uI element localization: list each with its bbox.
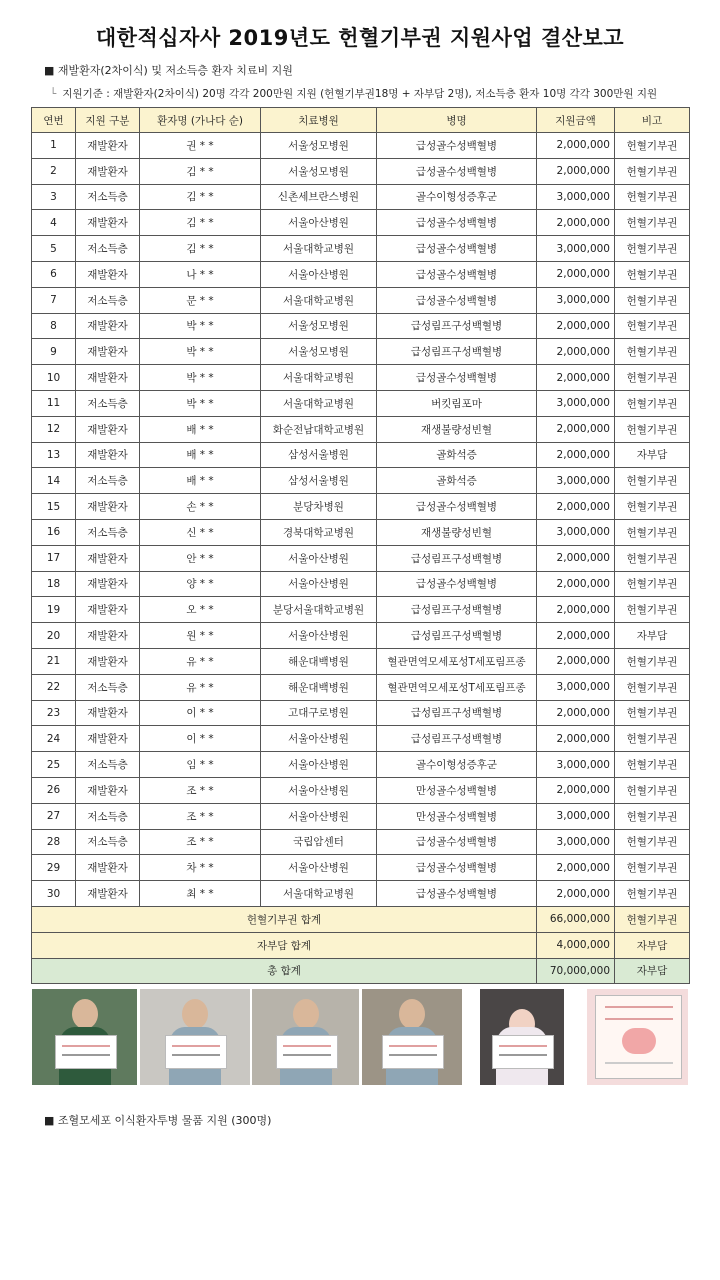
cell-serial: 17: [32, 545, 76, 571]
cell-hospital: 서울아산병원: [261, 777, 377, 803]
cell-serial: 14: [32, 468, 76, 494]
cell-amount: 2,000,000: [537, 700, 615, 726]
cell-serial: 24: [32, 726, 76, 752]
cell-note: 헌혈기부권: [615, 468, 690, 494]
cell-patient-name: 오 * *: [140, 597, 261, 623]
cell-serial: 30: [32, 881, 76, 907]
cell-disease: 급성림프구성백혈병: [377, 623, 537, 649]
cell-hospital: 서울대학교병원: [261, 881, 377, 907]
cell-patient-name: 박 * *: [140, 313, 261, 339]
cell-serial: 2: [32, 158, 76, 184]
table-row: [32, 313, 690, 339]
cell-serial: 4: [32, 210, 76, 236]
cell-serial: 19: [32, 597, 76, 623]
cell-serial: 1: [32, 133, 76, 159]
cell-disease: 만성골수성백혈병: [377, 777, 537, 803]
cell-hospital: 서울아산병원: [261, 545, 377, 571]
summary-amount: 70,000,000: [537, 958, 615, 984]
cell-serial: 29: [32, 855, 76, 881]
cell-amount: 2,000,000: [537, 494, 615, 520]
cell-note: 헌혈기부권: [615, 416, 690, 442]
cell-note: 헌혈기부권: [615, 597, 690, 623]
cell-category: 재발환자: [76, 777, 140, 803]
table-row: [32, 726, 690, 752]
cell-disease: 급성골수성백혈병: [377, 571, 537, 597]
table-row: [32, 881, 690, 907]
summary-amount: 66,000,000: [537, 906, 615, 932]
cell-amount: 2,000,000: [537, 261, 615, 287]
cell-patient-name: 김 * *: [140, 210, 261, 236]
summary-row: [32, 932, 690, 958]
cell-serial: 3: [32, 184, 76, 210]
criteria-bullet: └: [50, 88, 57, 100]
table-row: [32, 365, 690, 391]
cell-disease: 급성골수성백혈병: [377, 287, 537, 313]
cell-amount: 3,000,000: [537, 236, 615, 262]
table-header-row: [32, 108, 690, 133]
cell-serial: 28: [32, 829, 76, 855]
cell-serial: 26: [32, 777, 76, 803]
cell-category: 재발환자: [76, 210, 140, 236]
header-serial: 연번: [32, 108, 76, 133]
cell-amount: 2,000,000: [537, 881, 615, 907]
cell-patient-name: 원 * *: [140, 623, 261, 649]
summary-label: 헌혈기부권 합계: [32, 906, 537, 932]
cell-note: 헌혈기부권: [615, 519, 690, 545]
cell-patient-name: 최 * *: [140, 881, 261, 907]
summary-label: 총 합계: [32, 958, 537, 984]
table-row: [32, 674, 690, 700]
cell-amount: 3,000,000: [537, 752, 615, 778]
table-row: [32, 752, 690, 778]
cell-hospital: 분당서울대학교병원: [261, 597, 377, 623]
cell-serial: 10: [32, 365, 76, 391]
cell-note: 헌혈기부권: [615, 339, 690, 365]
cell-amount: 2,000,000: [537, 726, 615, 752]
cell-amount: 2,000,000: [537, 648, 615, 674]
cell-serial: 7: [32, 287, 76, 313]
cell-note: 헌혈기부권: [615, 133, 690, 159]
cell-amount: 2,000,000: [537, 210, 615, 236]
table-row: [32, 829, 690, 855]
cell-note: 헌혈기부권: [615, 674, 690, 700]
cell-category: 재발환자: [76, 855, 140, 881]
summary-amount: 4,000,000: [537, 932, 615, 958]
cell-note: 헌혈기부권: [615, 390, 690, 416]
cell-amount: 2,000,000: [537, 777, 615, 803]
header-patient-name: 환자명 (가나다 순): [140, 108, 261, 133]
cell-category: 재발환자: [76, 442, 140, 468]
table-row: [32, 545, 690, 571]
cell-amount: 2,000,000: [537, 133, 615, 159]
cell-amount: 2,000,000: [537, 855, 615, 881]
cell-serial: 6: [32, 261, 76, 287]
cell-disease: 재생불량성빈혈: [377, 416, 537, 442]
cell-amount: 2,000,000: [537, 545, 615, 571]
cell-serial: 22: [32, 674, 76, 700]
cell-category: 재발환자: [76, 700, 140, 726]
cell-note: 헌혈기부권: [615, 700, 690, 726]
cell-category: 재발환자: [76, 365, 140, 391]
table-row: [32, 777, 690, 803]
cell-patient-name: 차 * *: [140, 855, 261, 881]
cell-note: 헌혈기부권: [615, 261, 690, 287]
header-hospital: 치료병원: [261, 108, 377, 133]
photo-man-certificate: [362, 989, 462, 1085]
criteria-text: 지원기준 : 재발환자(2차이식) 20명 각각 200만원 지원 (헌혈기부권18명 + 자부담 2명), 저소득층 환자 10명 각각 300만원 지원: [62, 88, 658, 100]
photo-man-hospital-bed: [140, 989, 250, 1085]
cell-patient-name: 김 * *: [140, 184, 261, 210]
cell-note: 헌혈기부권: [615, 752, 690, 778]
summary-label: 자부담 합계: [32, 932, 537, 958]
cell-note: 헌혈기부권: [615, 829, 690, 855]
cell-hospital: 서울대학교병원: [261, 236, 377, 262]
cell-disease: 급성골수성백혈병: [377, 881, 537, 907]
cell-patient-name: 조 * *: [140, 803, 261, 829]
summary-row: [32, 958, 690, 984]
section-heading-treatment: ■ 재발환자(2차이식) 및 저소득층 환자 치료비 지원: [44, 64, 293, 77]
summary-note: 헌혈기부권: [615, 906, 690, 932]
cell-disease: 급성골수성백혈병: [377, 494, 537, 520]
cell-hospital: 서울성모병원: [261, 339, 377, 365]
cell-note: 헌혈기부권: [615, 648, 690, 674]
cell-disease: 골화석증: [377, 468, 537, 494]
table-row: [32, 648, 690, 674]
cell-patient-name: 박 * *: [140, 339, 261, 365]
cell-note: 헌혈기부권: [615, 236, 690, 262]
summary-row: [32, 906, 690, 932]
table-row: [32, 855, 690, 881]
cell-category: 재발환자: [76, 623, 140, 649]
cell-amount: 3,000,000: [537, 829, 615, 855]
cell-disease: 급성림프구성백혈병: [377, 597, 537, 623]
cell-hospital: 서울대학교병원: [261, 390, 377, 416]
cell-hospital: 고대구로병원: [261, 700, 377, 726]
header-category: 지원 구분: [76, 108, 140, 133]
cell-serial: 20: [32, 623, 76, 649]
cell-disease: 골수이형성증후군: [377, 184, 537, 210]
cell-disease: 급성림프구성백혈병: [377, 700, 537, 726]
cell-note: 헌혈기부권: [615, 571, 690, 597]
cell-serial: 9: [32, 339, 76, 365]
cell-serial: 15: [32, 494, 76, 520]
cell-amount: 3,000,000: [537, 468, 615, 494]
cell-patient-name: 배 * *: [140, 442, 261, 468]
cell-category: 저소득층: [76, 287, 140, 313]
cell-disease: 재생불량성빈혈: [377, 519, 537, 545]
table-row: [32, 494, 690, 520]
cell-disease: 급성골수성백혈병: [377, 365, 537, 391]
cell-patient-name: 조 * *: [140, 777, 261, 803]
cell-amount: 2,000,000: [537, 365, 615, 391]
cell-note: 헌혈기부권: [615, 210, 690, 236]
cell-note: 헌혈기부권: [615, 855, 690, 881]
cell-hospital: 서울성모병원: [261, 133, 377, 159]
cell-amount: 2,000,000: [537, 313, 615, 339]
table-row: [32, 184, 690, 210]
cell-note: 헌혈기부권: [615, 365, 690, 391]
cell-hospital: 서울아산병원: [261, 571, 377, 597]
cell-disease: 골화석증: [377, 442, 537, 468]
cell-serial: 11: [32, 390, 76, 416]
header-amount: 지원금액: [537, 108, 615, 133]
cell-patient-name: 임 * *: [140, 752, 261, 778]
photo-baby-certificate: [480, 989, 564, 1085]
cell-patient-name: 박 * *: [140, 390, 261, 416]
cell-patient-name: 유 * *: [140, 674, 261, 700]
cell-amount: 3,000,000: [537, 519, 615, 545]
cell-patient-name: 나 * *: [140, 261, 261, 287]
cell-category: 재발환자: [76, 313, 140, 339]
cell-patient-name: 유 * *: [140, 648, 261, 674]
cell-disease: 급성골수성백혈병: [377, 829, 537, 855]
table-row: [32, 597, 690, 623]
cell-note: 헌혈기부권: [615, 287, 690, 313]
cell-amount: 2,000,000: [537, 339, 615, 365]
photo-support-poster: [587, 989, 688, 1085]
cell-patient-name: 안 * *: [140, 545, 261, 571]
cell-hospital: 서울아산병원: [261, 726, 377, 752]
section-heading-supplies: ■ 조혈모세포 이식환자투병 물품 지원 (300명): [44, 1114, 272, 1127]
cell-patient-name: 양 * *: [140, 571, 261, 597]
cell-hospital: 서울아산병원: [261, 752, 377, 778]
cell-hospital: 삼성서울병원: [261, 442, 377, 468]
cell-amount: 2,000,000: [537, 597, 615, 623]
cell-amount: 3,000,000: [537, 803, 615, 829]
cell-hospital: 서울아산병원: [261, 261, 377, 287]
cell-note: 헌혈기부권: [615, 313, 690, 339]
cell-patient-name: 배 * *: [140, 468, 261, 494]
cell-note: 헌혈기부권: [615, 545, 690, 571]
cell-amount: 3,000,000: [537, 184, 615, 210]
cell-patient-name: 김 * *: [140, 158, 261, 184]
table-row: [32, 133, 690, 159]
table-row: [32, 700, 690, 726]
cell-disease: 골수이형성증후군: [377, 752, 537, 778]
cell-category: 재발환자: [76, 133, 140, 159]
cell-category: 재발환자: [76, 416, 140, 442]
table-row: [32, 803, 690, 829]
table-row: [32, 519, 690, 545]
cell-disease: 급성골수성백혈병: [377, 133, 537, 159]
table-row: [32, 210, 690, 236]
cell-category: 재발환자: [76, 494, 140, 520]
cell-category: 저소득층: [76, 829, 140, 855]
table-row: [32, 623, 690, 649]
table-row: [32, 468, 690, 494]
cell-disease: 급성골수성백혈병: [377, 236, 537, 262]
cell-category: 재발환자: [76, 597, 140, 623]
cell-serial: 5: [32, 236, 76, 262]
table-row: [32, 261, 690, 287]
cell-disease: 급성골수성백혈병: [377, 210, 537, 236]
table-row: [32, 416, 690, 442]
cell-patient-name: 이 * *: [140, 726, 261, 752]
cell-disease: 만성골수성백혈병: [377, 803, 537, 829]
table-row: [32, 571, 690, 597]
cell-patient-name: 권 * *: [140, 133, 261, 159]
cell-note: 헌혈기부권: [615, 184, 690, 210]
cell-category: 저소득층: [76, 674, 140, 700]
cell-hospital: 해운대백병원: [261, 648, 377, 674]
cell-hospital: 국립암센터: [261, 829, 377, 855]
cell-category: 재발환자: [76, 158, 140, 184]
cell-serial: 25: [32, 752, 76, 778]
photo-strip: [32, 989, 688, 1085]
cell-amount: 2,000,000: [537, 416, 615, 442]
cell-category: 저소득층: [76, 390, 140, 416]
table-row: [32, 339, 690, 365]
cell-note: 자부담: [615, 442, 690, 468]
cell-hospital: 서울아산병원: [261, 210, 377, 236]
cell-category: 재발환자: [76, 339, 140, 365]
cell-disease: 버킷림포마: [377, 390, 537, 416]
cell-serial: 21: [32, 648, 76, 674]
cell-patient-name: 이 * *: [140, 700, 261, 726]
cell-disease: 급성골수성백혈병: [377, 855, 537, 881]
table-row: [32, 236, 690, 262]
cell-category: 저소득층: [76, 519, 140, 545]
cell-category: 재발환자: [76, 545, 140, 571]
page-title: 대한적십자사 2019년도 헌혈기부권 지원사업 결산보고: [95, 26, 625, 50]
support-report-table: [31, 107, 690, 984]
summary-note: 자부담: [615, 932, 690, 958]
summary-note: 자부담: [615, 958, 690, 984]
cell-amount: 2,000,000: [537, 442, 615, 468]
cell-category: 저소득층: [76, 468, 140, 494]
cell-patient-name: 박 * *: [140, 365, 261, 391]
cell-serial: 23: [32, 700, 76, 726]
cell-disease: 급성림프구성백혈병: [377, 339, 537, 365]
cell-category: 저소득층: [76, 803, 140, 829]
cell-disease: 혈관면역모세포성T세포림프종: [377, 648, 537, 674]
cell-hospital: 서울대학교병원: [261, 287, 377, 313]
cell-note: 헌혈기부권: [615, 726, 690, 752]
cell-serial: 8: [32, 313, 76, 339]
cell-hospital: 서울아산병원: [261, 803, 377, 829]
cell-patient-name: 조 * *: [140, 829, 261, 855]
cell-hospital: 서울아산병원: [261, 855, 377, 881]
cell-serial: 18: [32, 571, 76, 597]
cell-serial: 16: [32, 519, 76, 545]
cell-amount: 2,000,000: [537, 623, 615, 649]
cell-patient-name: 배 * *: [140, 416, 261, 442]
cell-hospital: 서울아산병원: [261, 623, 377, 649]
cell-hospital: 삼성서울병원: [261, 468, 377, 494]
cell-disease: 급성림프구성백혈병: [377, 726, 537, 752]
photo-woman-surgical-cap: [252, 989, 359, 1085]
support-criteria: [50, 86, 657, 101]
cell-hospital: 서울성모병원: [261, 158, 377, 184]
cell-hospital: 해운대백병원: [261, 674, 377, 700]
cell-patient-name: 김 * *: [140, 236, 261, 262]
table-row: [32, 158, 690, 184]
table-row: [32, 390, 690, 416]
cell-patient-name: 신 * *: [140, 519, 261, 545]
table-row: [32, 287, 690, 313]
cell-note: 헌혈기부권: [615, 777, 690, 803]
header-disease: 병명: [377, 108, 537, 133]
cell-serial: 13: [32, 442, 76, 468]
cell-hospital: 분당차병원: [261, 494, 377, 520]
cell-disease: 급성림프구성백혈병: [377, 313, 537, 339]
cell-category: 재발환자: [76, 261, 140, 287]
cell-amount: 3,000,000: [537, 390, 615, 416]
cell-hospital: 신촌세브란스병원: [261, 184, 377, 210]
table-row: [32, 442, 690, 468]
cell-note: 헌혈기부권: [615, 881, 690, 907]
cell-category: 저소득층: [76, 184, 140, 210]
cell-note: 헌혈기부권: [615, 158, 690, 184]
cell-note: 헌혈기부권: [615, 803, 690, 829]
cell-category: 재발환자: [76, 648, 140, 674]
cell-hospital: 서울성모병원: [261, 313, 377, 339]
cell-disease: 급성골수성백혈병: [377, 158, 537, 184]
cell-amount: 3,000,000: [537, 287, 615, 313]
cell-patient-name: 문 * *: [140, 287, 261, 313]
cell-amount: 2,000,000: [537, 571, 615, 597]
cell-category: 재발환자: [76, 571, 140, 597]
cell-patient-name: 손 * *: [140, 494, 261, 520]
cell-disease: 급성골수성백혈병: [377, 261, 537, 287]
cell-serial: 12: [32, 416, 76, 442]
cell-category: 저소득층: [76, 236, 140, 262]
cell-hospital: 화순전남대학교병원: [261, 416, 377, 442]
cell-amount: 3,000,000: [537, 674, 615, 700]
photo-woman-certificate: [32, 989, 137, 1085]
cell-category: 재발환자: [76, 726, 140, 752]
header-note: 비고: [615, 108, 690, 133]
cell-note: 헌혈기부권: [615, 494, 690, 520]
cell-disease: 급성림프구성백혈병: [377, 545, 537, 571]
cell-note: 자부담: [615, 623, 690, 649]
cell-category: 재발환자: [76, 881, 140, 907]
cell-hospital: 서울대학교병원: [261, 365, 377, 391]
cell-serial: 27: [32, 803, 76, 829]
cell-amount: 2,000,000: [537, 158, 615, 184]
cell-hospital: 경북대학교병원: [261, 519, 377, 545]
cell-category: 저소득층: [76, 752, 140, 778]
cell-disease: 혈관면역모세포성T세포림프종: [377, 674, 537, 700]
